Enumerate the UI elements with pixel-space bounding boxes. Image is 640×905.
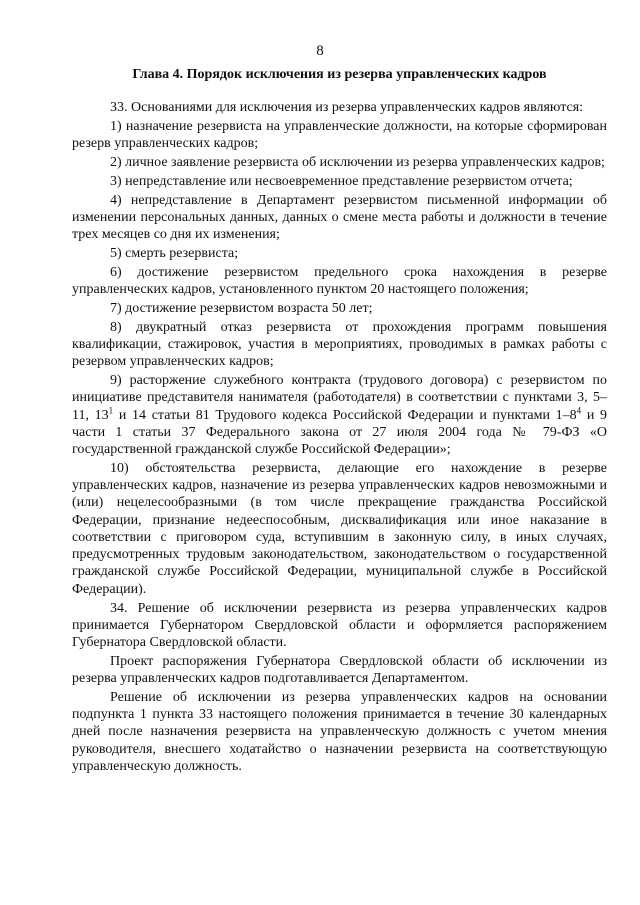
document-body [72,99,607,777]
list-item-2: 2) личное заявление резервиста об исключении из резерва управленческих кадров; [110,154,605,170]
paragraph-33: 33. Основаниями для исключения из резерва управленческих кадров являются: [110,100,584,115]
list-item-7: 7) достижение резервистом возраста 50 лет; [110,300,373,316]
paragraph-34: 34. Решение об исключении резервиста из резерва управленческих кадров принимается Губернатором Свердловской области и оформляется распоряжением Губернатора Свердловской области. [72,600,607,651]
paragraph-draft-order: Проект распоряжения Губернатора Свердловской области об исключении из резерва управленческих кадров подготавливается Департаментом. [72,653,607,687]
list-item-1: 1) назначение резервиста на управленческие должности, на которые сформирован резерв управленческих кадров; [72,118,607,152]
list-item-6: 6) достижение резервистом предельного срока нахождения в резерве управленческих кадров, установленного пунктом 20 настоящего положения; [72,264,607,298]
list-item-10: 10) обстоятельства резервиста, делающие его нахождение в резерве управленческих кадров, назначение из резерва управленческих кадров невозможными и (или) нецелесообразными (в том числе прекращение гражданства Российской Федерации, признание недееспособным, дисквалификация или иное наказание в соответствии с приговором суда, вступившим в законную силу, в иных случаях, предусмотренных трудовым законодательством, законодательством о государственной гражданской службе Российской Федерации, муниципальной службе в Российской Федерации). [72,460,607,597]
chapter-title: Глава 4. Порядок исключения из резерва управленческих кадров [132,67,547,82]
list-item-5: 5) смерть резервиста; [110,245,239,261]
list-item-9-text-1: 9) расторжение служебного контракта (трудового договора) с резервистом по инициативе представителя нанимателя (работодателя) в соответствии с пунктами 3, 5–11, 13 [72,373,607,423]
page-number: 8 [316,43,324,59]
superscript-4: 4 [576,404,582,415]
superscript-1: 1 [108,404,114,415]
list-item-4: 4) непредставление в Департамент резервистом письменной информации об изменении персональных данных, данных о смене места работы и должности в течение трех месяцев со дня их изменения; [72,192,607,243]
list-item-9 [72,372,607,458]
list-item-9-text-3: и 9 части 1 статьи 37 Федерального закона от 27 июля 2004 года № 79-ФЗ «О государственной гражданской службе Российской Федерации»; [72,407,607,458]
list-item-9-text-2: и 14 статьи 81 Трудового кодекса Российской Федерации и пунктами 1–8 [113,407,577,423]
list-item-3: 3) непредставление или несвоевременное представление резервистом отчета; [110,173,573,189]
list-item-8: 8) двукратный отказ резервиста от прохождения программ повышения квалификации, стажировок, участия в мероприятиях, проводимых в рамках работы с резервом управленческих кадров; [72,319,607,370]
paragraph-decision: Решение об исключении из резерва управленческих кадров на основании подпункта 1 пункта 33 настоящего положения принимается в течение 30 календарных дней после назначения резервиста на управленческую должность с учетом мнения руководителя, внесшего ходатайство о назначении резервиста на соответствующую управленческую должность. [72,689,607,774]
